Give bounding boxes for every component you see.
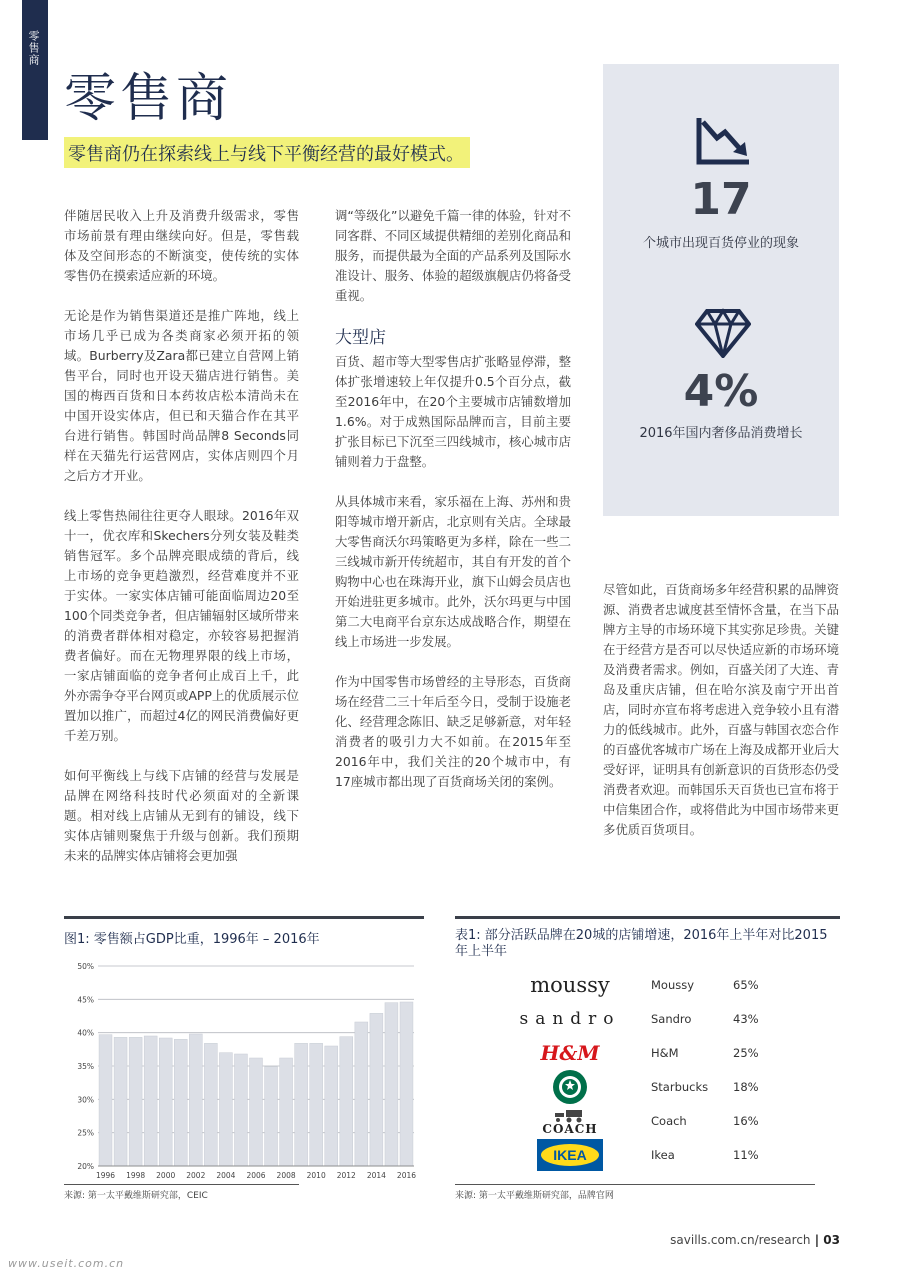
bar [114, 1037, 127, 1166]
footer-url[interactable]: savills.com.cn/research [670, 1233, 811, 1247]
bar [159, 1038, 172, 1166]
x-tick-label: 2000 [156, 1171, 176, 1180]
retail-gdp-figure [64, 916, 424, 1206]
diamond-icon [695, 308, 751, 358]
bar [219, 1053, 232, 1166]
table-rule [455, 916, 840, 919]
bar [385, 1003, 398, 1166]
footer-separator: | [810, 1233, 824, 1247]
bar [144, 1036, 157, 1166]
y-tick-label: 45% [77, 995, 94, 1005]
stat-label: 2016年国内奢侈品消费增长 [639, 426, 803, 441]
page-number: 03 [823, 1233, 840, 1247]
paragraph: 线上零售热闹往往更夺人眼球。2016年双十一，优衣库和Skechers分列女装及鞋类销售冠军。多个品牌亮眼成绩的背后，线上市场的竞争更趋激烈，经营难度并不亚于实体。一家实体店铺可能面临周边20至100个同类竞争者，但店铺辐射区域所带来的消费者群体相对稳定，亦较容易把握消费者偏好。而在无物理界限的线上市场，一家店铺面临的竞争者何止成百上千，此外亦需争夺平台网页或APP上的优质展示位置加以推广，而超过4亿的网民消费偏好更千差万别。 [64, 508, 299, 743]
declining-chart-icon [695, 116, 751, 166]
watermark: www.useit.com.cn [8, 1257, 125, 1270]
bar [265, 1067, 278, 1166]
bar [250, 1058, 263, 1166]
brand-name: Coach [651, 1114, 687, 1128]
brand-name: Moussy [651, 978, 695, 992]
stat-value: 4% [683, 366, 759, 417]
y-tick-label: 30% [77, 1095, 94, 1105]
y-tick-label: 50% [77, 962, 94, 971]
brand-growth-table [455, 916, 840, 1206]
body-column-2 [335, 206, 571, 812]
hm-logo: H&M [540, 1041, 600, 1065]
page-title: 零售商 [64, 69, 233, 129]
bar [310, 1043, 323, 1166]
x-tick-label: 2006 [246, 1171, 266, 1180]
bar [355, 1022, 368, 1166]
table-row [455, 968, 840, 1002]
section-tab-label: 零售商 [27, 30, 40, 66]
x-tick-label: 2014 [366, 1171, 386, 1180]
stat-label: 个城市出现百货停业的现象 [642, 236, 799, 251]
paragraph: 无论是作为销售渠道还是推广阵地，线上市场几乎已成为各类商家必须开拓的领域。Burberry及Zara都已建立自营网上销售平台，同时也开设天猫店进行销售。美国的梅西百货和日本药妆店松本清尚未在中国开设实体店，但已和天猫合作在其平台进行销售。韩国时尚品牌8 Seconds同样在天猫先行运营网店，实体店则四个月之后方才开业。 [64, 308, 299, 483]
brand-growth: 65% [733, 978, 759, 992]
brand-growth: 43% [733, 1012, 759, 1026]
bar [325, 1046, 338, 1166]
table-row [455, 1002, 840, 1036]
paragraph: 从具体城市来看，家乐福在上海、苏州和贵阳等城市增开新店，北京则有关店。全球最大零售商沃尔玛策略更为多样，除在一些二三线城市新开传统超市，其自有开发的首个购物中心也在珠海开业，旗下山姆会员店也开始进驻更多城市。此外，沃尔玛更与中国第二大电商平台京东达成战略合作，期望在线上市场进一步发展。 [335, 494, 571, 649]
bar-chart [64, 956, 424, 1182]
table-row [455, 1104, 840, 1138]
figure-source: 来源: 第一太平戴维斯研究部，CEIC [64, 1191, 208, 1201]
x-tick-label: 2008 [276, 1171, 296, 1180]
source-rule [455, 1184, 815, 1185]
x-tick-label: 2002 [186, 1171, 206, 1180]
bar [234, 1054, 247, 1166]
body-column-3 [603, 580, 839, 860]
starbucks-logo [515, 1070, 625, 1104]
paragraph: 尽管如此，百货商场多年经营积累的品牌资源、消费者忠诚度甚至情怀含量，在当下品牌方主导的市场环境下其实弥足珍贵。关键在于经营方是否可以尽快适应新的市场环境及消费者需求。例如，百盛关闭了大连、青岛及重庆店铺，但在哈尔滨及南宁开出首店，同时亦宣布将考虑进入竞争较小且有潜力的低线城市。此外，百盛与韩国衣恋合作的百盛优客城市广场在上海及成都开业后大受好评，证明具有创新意识的百货形态仍受消费者欢迎。而韩国乐天百货也已宣布将于中信集团合作，或将借此为中国市场带来更多优质百货项目。 [603, 582, 839, 837]
paragraph: 百货、超市等大型零售店扩张略显停滞，整体扩张增速较上年仅提升0.5个百分点，截至2016年中，在20个主要城市店铺数增加1.6%。对于成熟国际品牌而言，目前主要扩张目标已下沉至三四线城市，核心城市店铺则着力于盘整。 [335, 354, 571, 469]
table-row [455, 1138, 840, 1172]
paragraph: 调“等级化”以避免千篇一律的体验，针对不同客群、不同区域提供精细的差别化商品和服务，而提供最为全面的产品系列及国际水准设计、服务、体验的超级旗舰店仍将备受重视。 [335, 208, 571, 303]
bar [99, 1035, 112, 1166]
brand-growth: 11% [733, 1148, 759, 1162]
table-row [455, 1070, 840, 1104]
table-row [455, 1036, 840, 1070]
y-tick-label: 40% [77, 1028, 94, 1038]
x-tick-label: 2004 [216, 1171, 236, 1180]
bar [295, 1043, 308, 1166]
moussy-logo: moussy [530, 973, 610, 997]
stats-panel [603, 64, 839, 516]
bar [129, 1037, 142, 1166]
paragraph: 如何平衡线上与线下店铺的经营与发展是品牌在网络科技时代必须面对的全新课题。相对线上店铺从无到有的铺设，线下实体店铺则聚焦于升级与创新。我们预期未来的品牌实体店铺将会更加强 [64, 768, 299, 863]
y-tick-label: 25% [77, 1128, 94, 1138]
brand-growth: 18% [733, 1080, 759, 1094]
x-tick-label: 2012 [336, 1171, 356, 1180]
x-tick-label: 2010 [306, 1171, 326, 1180]
bar [204, 1043, 217, 1166]
page-subtitle: 零售商仍在探索线上与线下平衡经营的最好模式。 [64, 137, 470, 168]
y-tick-label: 35% [77, 1062, 94, 1071]
brand-growth: 16% [733, 1114, 759, 1128]
y-tick-label: 20% [77, 1162, 94, 1171]
paragraph: 作为中国零售市场曾经的主导形态，百货商场在经营二三十年后至今日，受制于设施老化、经营理念陈旧、缺乏足够新意，对年轻消费者的吸引力大不如前。在2015年至2016年中，我们关注的20个城市中，有17座城市都出现了百货商场关闭的案例。 [335, 674, 571, 789]
ikea-logo: IKEA [515, 1138, 625, 1172]
paragraph: 伴随居民收入上升及消费升级需求，零售市场前景有理由继续向好。但是，零售载体及空间形态的不断演变，使传统的实体零售仍在摸索适应新的环境。 [64, 208, 299, 283]
brand-name: Sandro [651, 1012, 692, 1026]
body-column-1 [64, 206, 299, 886]
figure-title: 图1: 零售额占GDP比重，1996年 – 2016年 [64, 932, 320, 947]
bar [340, 1037, 353, 1166]
table-title: 表1: 部分活跃品牌在20城的店铺增速，2016年上半年对比2015年上半年 [455, 928, 828, 959]
brand-name: H&M [651, 1046, 679, 1060]
bar [280, 1058, 293, 1166]
page-footer [670, 1233, 840, 1247]
brand-growth: 25% [733, 1046, 759, 1060]
x-tick-label: 1998 [126, 1171, 146, 1180]
figure-rule [64, 916, 424, 919]
bar [174, 1039, 187, 1166]
x-tick-label: 2016 [396, 1171, 417, 1180]
bar [400, 1002, 413, 1166]
table-source: 来源: 第一太平戴维斯研究部，品牌官网 [455, 1191, 614, 1201]
x-tick-label: 1996 [95, 1171, 116, 1180]
brand-name: Ikea [651, 1148, 675, 1162]
section-tab [22, 0, 48, 140]
sandro-logo: sandro [519, 1009, 621, 1029]
section-heading: 大型店 [335, 328, 386, 348]
stat-value: 17 [690, 174, 752, 225]
brand-name: Starbucks [651, 1080, 709, 1094]
bar [189, 1034, 202, 1166]
bar [370, 1013, 383, 1166]
coach-logo: COACH [515, 1104, 625, 1138]
source-rule [64, 1184, 299, 1185]
